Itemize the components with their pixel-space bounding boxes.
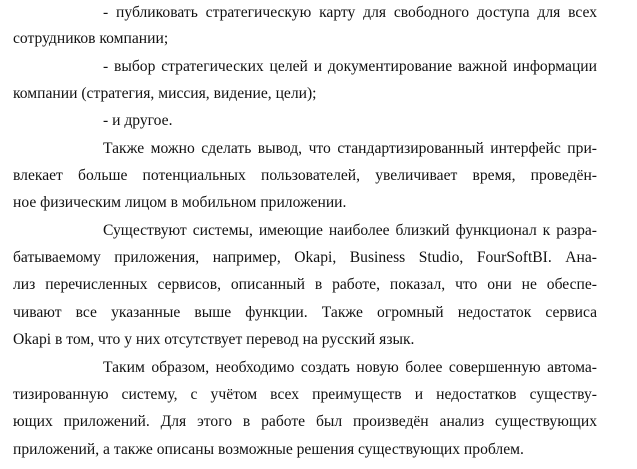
text-line: Существуют системы, имеющие наиболее близкий функционал к разра- [103, 222, 597, 239]
text-line: компании (стратегия, миссия, видение, цели); [13, 85, 317, 102]
text-line: Okapi в том, что у них отсутствует перевод на русский язык. [13, 331, 415, 348]
text-line: лиз перечисленных сервисов, описанный в работе, показал, что они не обеспе- [13, 276, 597, 293]
text-line: Таким образом, необходимо создать новую более совершенную автома- [103, 359, 597, 376]
text-line: - публиковать стратегическую карту для свободного доступа для всех [103, 4, 597, 21]
text-line: ное физическим лицом в мобильном приложении. [13, 194, 347, 211]
text-line: чивают все указанные выше функции. Также огромный недостаток сервиса [13, 304, 597, 321]
text-line: ющих приложений. Для этого в работе был произведён анализ существующих [13, 413, 597, 430]
text-line: - выбор стратегических целей и документирование важной информации [103, 58, 597, 75]
text-line: - и другое. [103, 112, 173, 129]
text-line: тизированную систему, с учётом всех преимуществ и недостатков существу- [13, 386, 597, 403]
text-line: сотрудников компании; [13, 30, 169, 47]
text-line: батываемому приложения, например, Okapi, Business Studio, FourSoftBI. Ана- [13, 249, 597, 266]
text-line: влекает больше потенциальных пользователей, увеличивает время, проведён- [13, 167, 597, 184]
text-line: приложений, а также описаны возможные решения существующих проблем. [13, 441, 524, 458]
text-line: Также можно сделать вывод, что стандартизированный интерфейс при- [103, 140, 597, 157]
